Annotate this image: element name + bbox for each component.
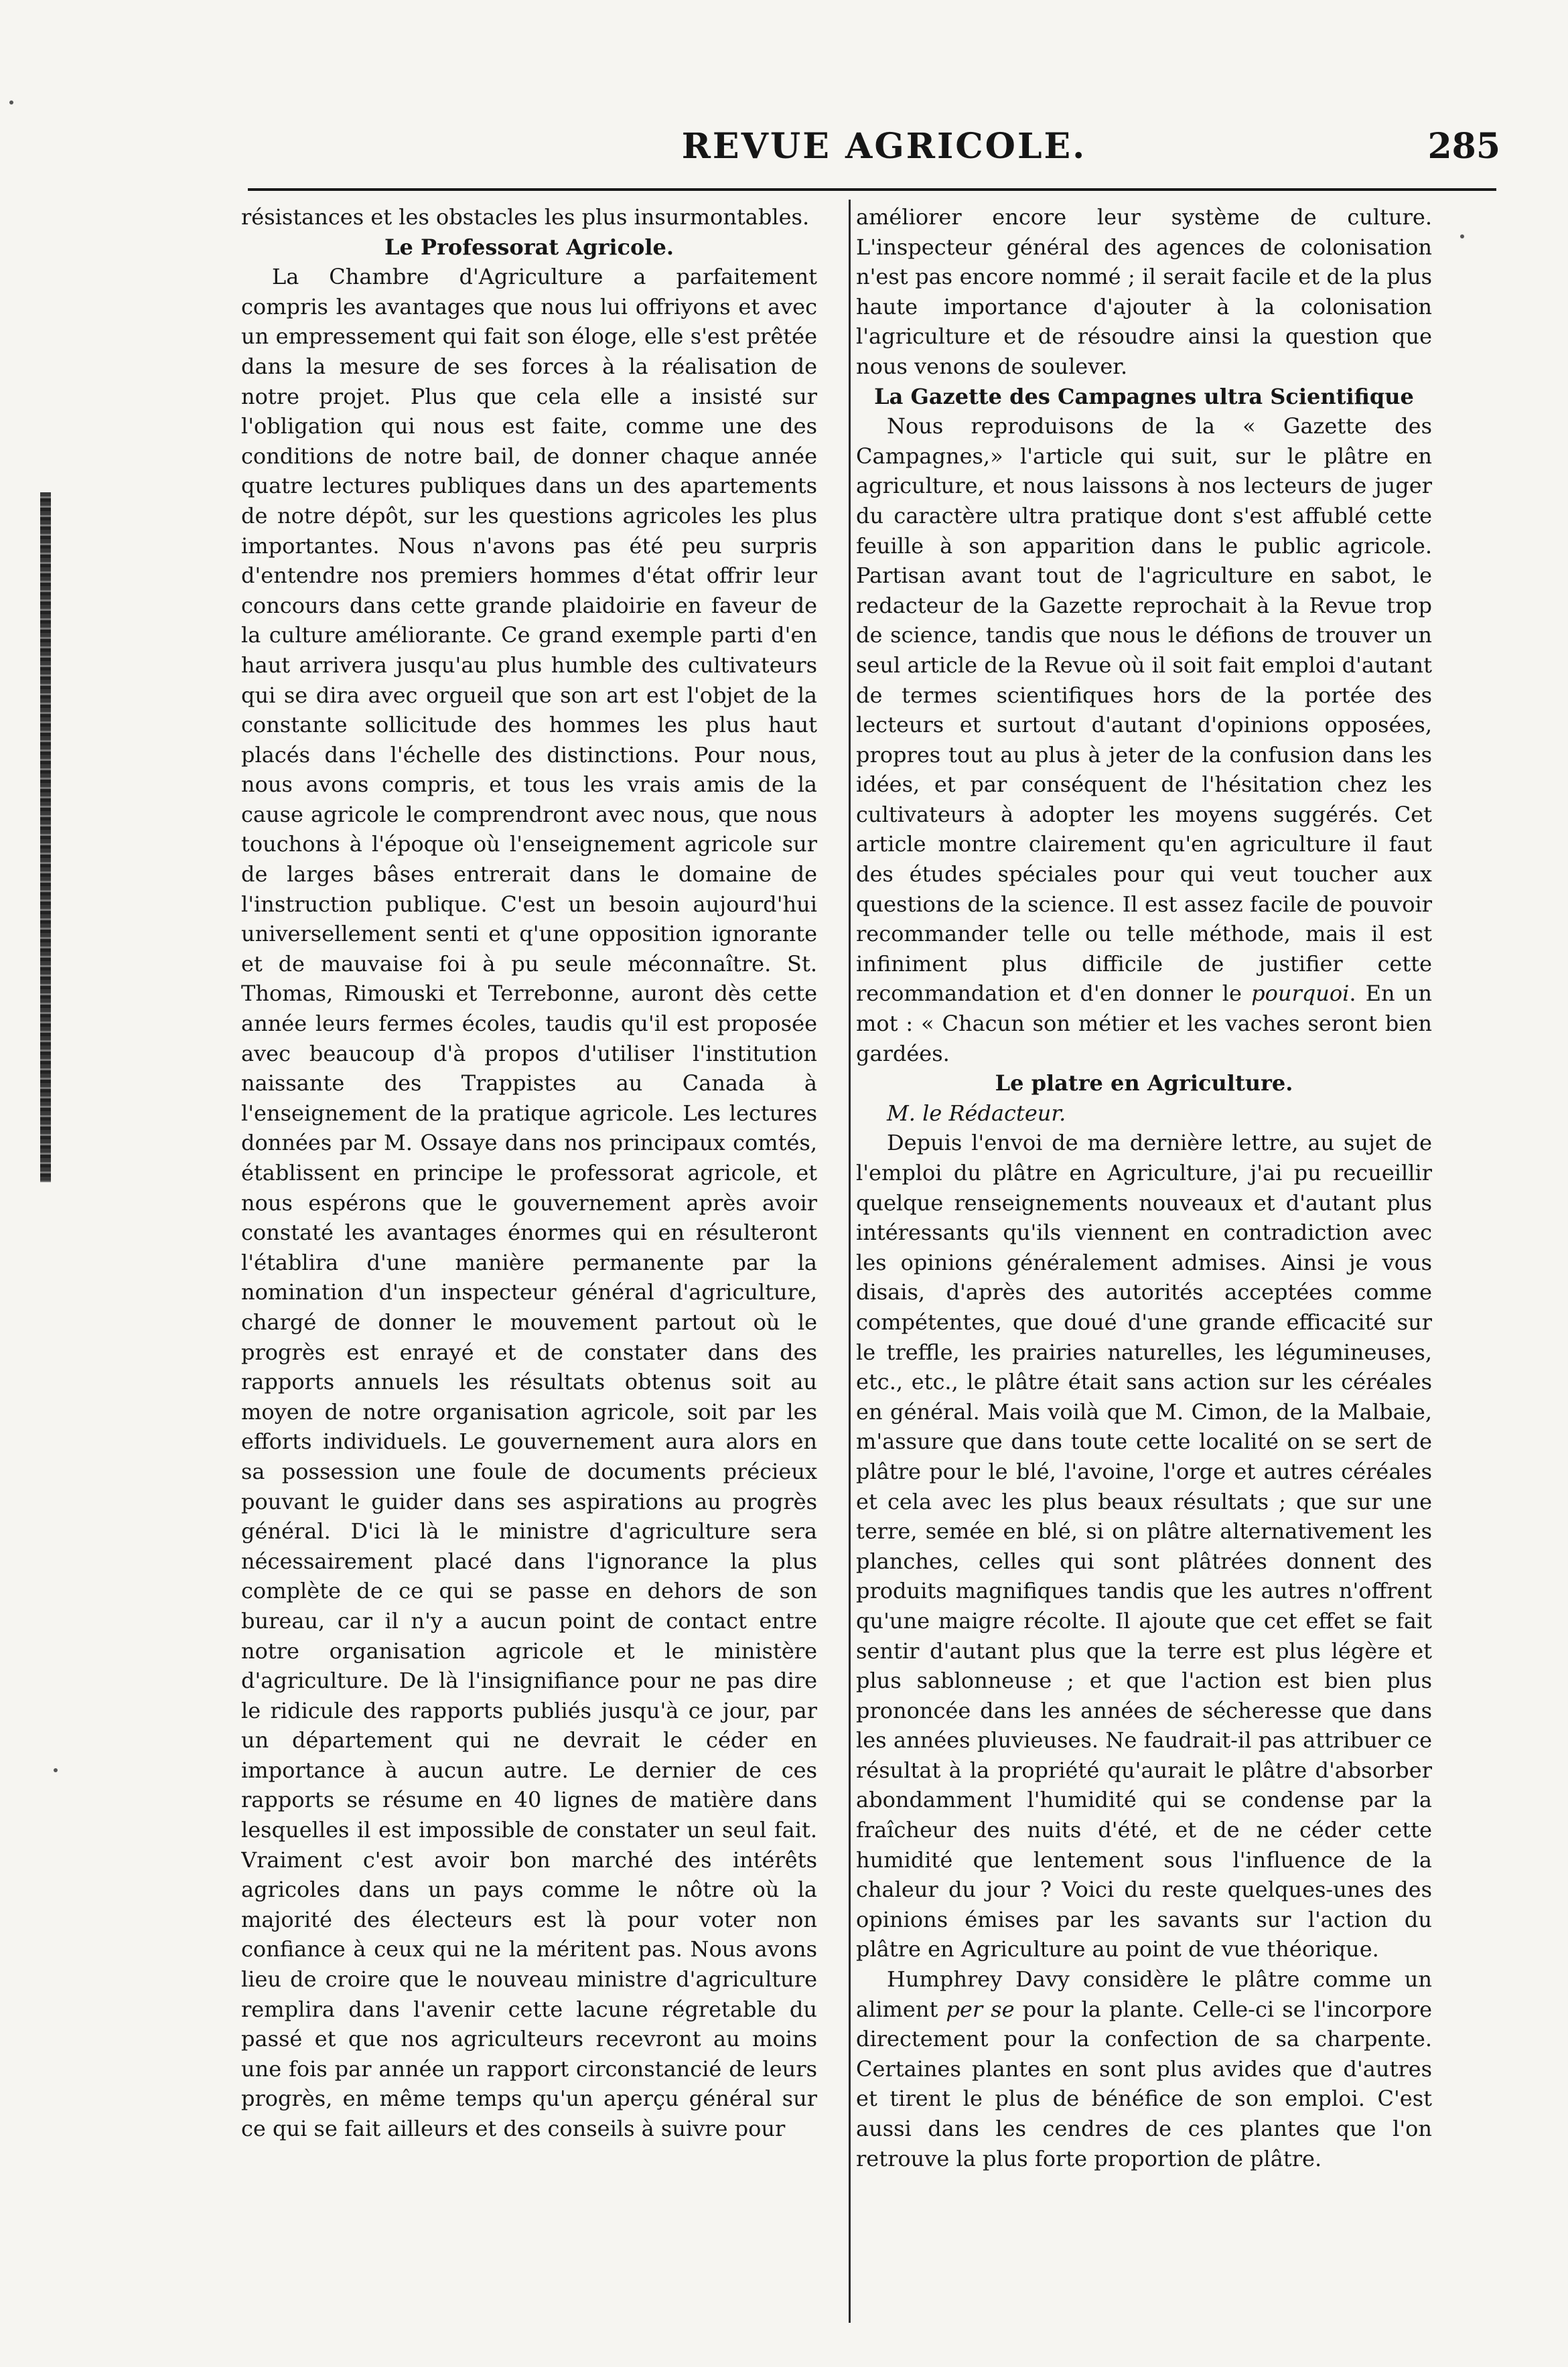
per-se-italic: per se [946,1996,1015,2022]
section-heading-professorat: Le Professorat Agricole. [384,234,674,260]
header-rule [248,188,1496,191]
paragraph-continued: résistances et les obstacles les plus insurmontables. [241,204,810,230]
page-header [241,126,1500,180]
margin-speck [54,1768,58,1772]
paragraph-davy-start: Humphrey Davy considère le plâtre comme un aliment [856,1966,1432,2022]
pourquoi-italic: pourquoi [1251,981,1350,1007]
section-heading-gazette: La Gazette des Campagnes ultra Scientifique [874,383,1414,409]
left-column [241,202,817,2346]
margin-speck [9,100,13,104]
paragraph-davy-end: pour la plante. Celle-ci se l'incorpore directement pour la confection de sa charpente. Certaines plantes en sont plus avides que d'autres et tirent le plus de bénéfice de son emploi. C'est aussi dans les cendres de ces plantes que l'on retrouve la plus forte proportion de plâtre. [856,1996,1432,2171]
right-column [856,202,1432,2346]
scan-edge-artifact [40,492,51,1182]
paragraph-gazette-end: . En un mot : « Chacun son métier et les vaches seront bien gardées. [856,981,1432,1066]
page-number: 285 [1427,126,1500,167]
paragraph-depuis: Depuis l'envoi de ma dernière lettre, au sujet de l'emploi du plâtre en Agriculture, j'ai pu recueillir quelque renseignements nouveaux et d'autant plus intéressants qu'ils viennent en contradiction avec les opinions généralement admises. Ainsi je vous disais, d'après des autorités acceptées comme compétentes, que doué d'une grande efficacité sur le treffle, les prairies naturelles, les légumineuses, etc., etc., le plâtre était sans action sur les céréales en général. Mais voilà que M. Cimon, de la Malbaie, m'assure que dans toute cette localité on se sert de plâtre pour le blé, l'avoine, l'orge et autres céréales et cela avec les plus beaux résultats ; que sur une terre, semée en blé, si on plâtre alternativement les planches, celles qui sont plâtrées donnent des produits magnifiques tandis que les autres n'offrent qu'une maigre récolte. Il ajoute que cet effet se fait sentir d'autant plus que la terre est plus légère et plus sablonneuse ; et que l'action est bien plus prononcée dans les années de sécheresse que dans les années pluvieuses. Ne faudrait-il pas attribuer ce résultat à la propriété qu'aurait le plâtre d'absorber abondamment l'humidité qui se condense par la fraîcheur des nuits d'été, et de ne céder cette humidité que lentement sous l'influence de la chaleur du jour ? Voici du reste quelques-unes des opinions émises par les savants sur l'action du plâtre en Agriculture au point de vue théorique. [856,1130,1432,1962]
paragraph-continued-right: améliorer encore leur système de culture. L'inspecteur général des agences de colonisation n'est pas encore nommé ; il serait facile et de la plus haute importance d'ajouter à la colonisation l'agriculture et de résoudre ainsi la question que nous venons de soulever. [856,204,1432,379]
paragraph-gazette [856,411,1432,1068]
column-divider [849,200,851,2323]
paragraph-davy [856,1964,1432,2173]
paragraph-gazette-text: Nous reproduisons de la « Gazette des Campagnes,» l'article qui suit, sur le plâtre en agriculture, et nous laissons à nos lecteurs de juger du caractère ultra pratique dont s'est affublé cette feuille à son apparition dans le public agricole. Partisan avant tout de l'agriculture en sabot, le redacteur de la Gazette reprochait à la Revue trop de science, tandis que nous le défions de trouver un seul article de la Revue où il soit fait emploi d'autant de termes scientifiques hors de la portée des lecteurs et surtout d'autant d'opinions opposées, propres tout au plus à jeter de la confusion dans les idées, et par conséquent de l'hésitation chez les cultivateurs à adopter les moyens suggérés. Cet article montre clairement qu'en agriculture il faut des études spéciales pour qui veut toucher aux questions de la science. Il est assez facile de pouvoir recommander telle ou telle méthode, mais il est infiniment plus difficile de justifier cette recommandation et d'en donner le [856,413,1432,1007]
section-heading-platre: Le platre en Agriculture. [995,1070,1293,1096]
paragraph-chambre: La Chambre d'Agriculture a parfaitement compris les avantages que nous lui offriyons et avec un empressement qui fait son éloge, elle s'est prêtée dans la mesure de ses forces à la réalisation de notre projet. Plus que cela elle a insisté sur l'obligation qui nous est faite, comme une des conditions de notre bail, de donner chaque année quatre lectures publiques dans un des apartements de notre dépôt, sur les questions agricoles les plus importantes. Nous n'avons pas été peu surpris d'entendre nos premiers hommes d'état offrir leur concours dans cette grande plaidoirie en faveur de la culture améliorante. Ce grand exemple parti d'en haut arrivera jusqu'au plus humble des cultivateurs qui se dira avec orgueil que son art est l'objet de la constante sollicitude des hommes les plus haut placés dans l'échelle des distinctions. Pour nous, nous avons compris, et tous les vrais amis de la cause agricole le comprendront avec nous, que nous touchons à l'époque où l'enseignement agricole sur de larges bâses entrerait dans le domaine de l'instruction publique. C'est un besoin aujourd'hui universellement senti et q'une opposition ignorante et de mauvaise foi à pu seule méconnaître. St. Thomas, Rimouski et Terrebonne, auront dès cette année leurs fermes écoles, taudis qu'il est proposée avec beaucoup d'à propos d'utiliser l'institution naissante des Trappistes au Canada à l'enseignement de la pratique agricole. Les lectures données par M. Ossaye dans nos principaux comtés, établissent en principe le professorat agricole, et nous espérons que le gouvernement après avoir constaté les avantages énormes qui en résulteront l'établira d'une manière permanente par la nomination d'un inspecteur général d'agriculture, chargé de donner le mouvement partout où le progrès est enrayé et de constater dans des rapports annuels les résultats obtenus soit au moyen de notre organisation agricole, soit par les efforts individuels. Le gouvernement aura alors en sa possession une foule de documents précieux pouvant le guider dans ses aspirations au progrès général. D'ici là le ministre d'agriculture sera nécessairement placé dans l'ignorance la plus complète de ce qui se passe en dehors de son bureau, car il n'y a aucun point de contact entre notre organisation agricole et le ministère d'agriculture. De là l'insignifiance pour ne pas dire le ridicule des rapports publiés jusqu'à ce jour, par un département qui ne devrait le céder en importance à aucun autre. Le dernier de ces rapports se résume en 40 lignes de matière dans lesquelles il est impossible de constater un seul fait. Vraiment c'est avoir bon marché des intérêts agricoles dans un pays comme le nôtre où la majorité des électeurs est là pour voter non confiance à ceux qui ne la méritent pas. Nous avons lieu de croire que le nouveau ministre d'agriculture remplira dans l'avenir cette lacune régretable du passé et que nos agriculteurs recevront au moins une fois par année un rapport circonstancié de leurs progrès, en même temps qu'un aperçu général sur ce qui se fait ailleurs et des conseils à suivre pour [241,264,817,2141]
running-title: REVUE AGRICOLE. [681,126,1087,167]
letter-salutation: M. le Rédacteur. [887,1100,1066,1126]
margin-speck [1460,234,1464,238]
